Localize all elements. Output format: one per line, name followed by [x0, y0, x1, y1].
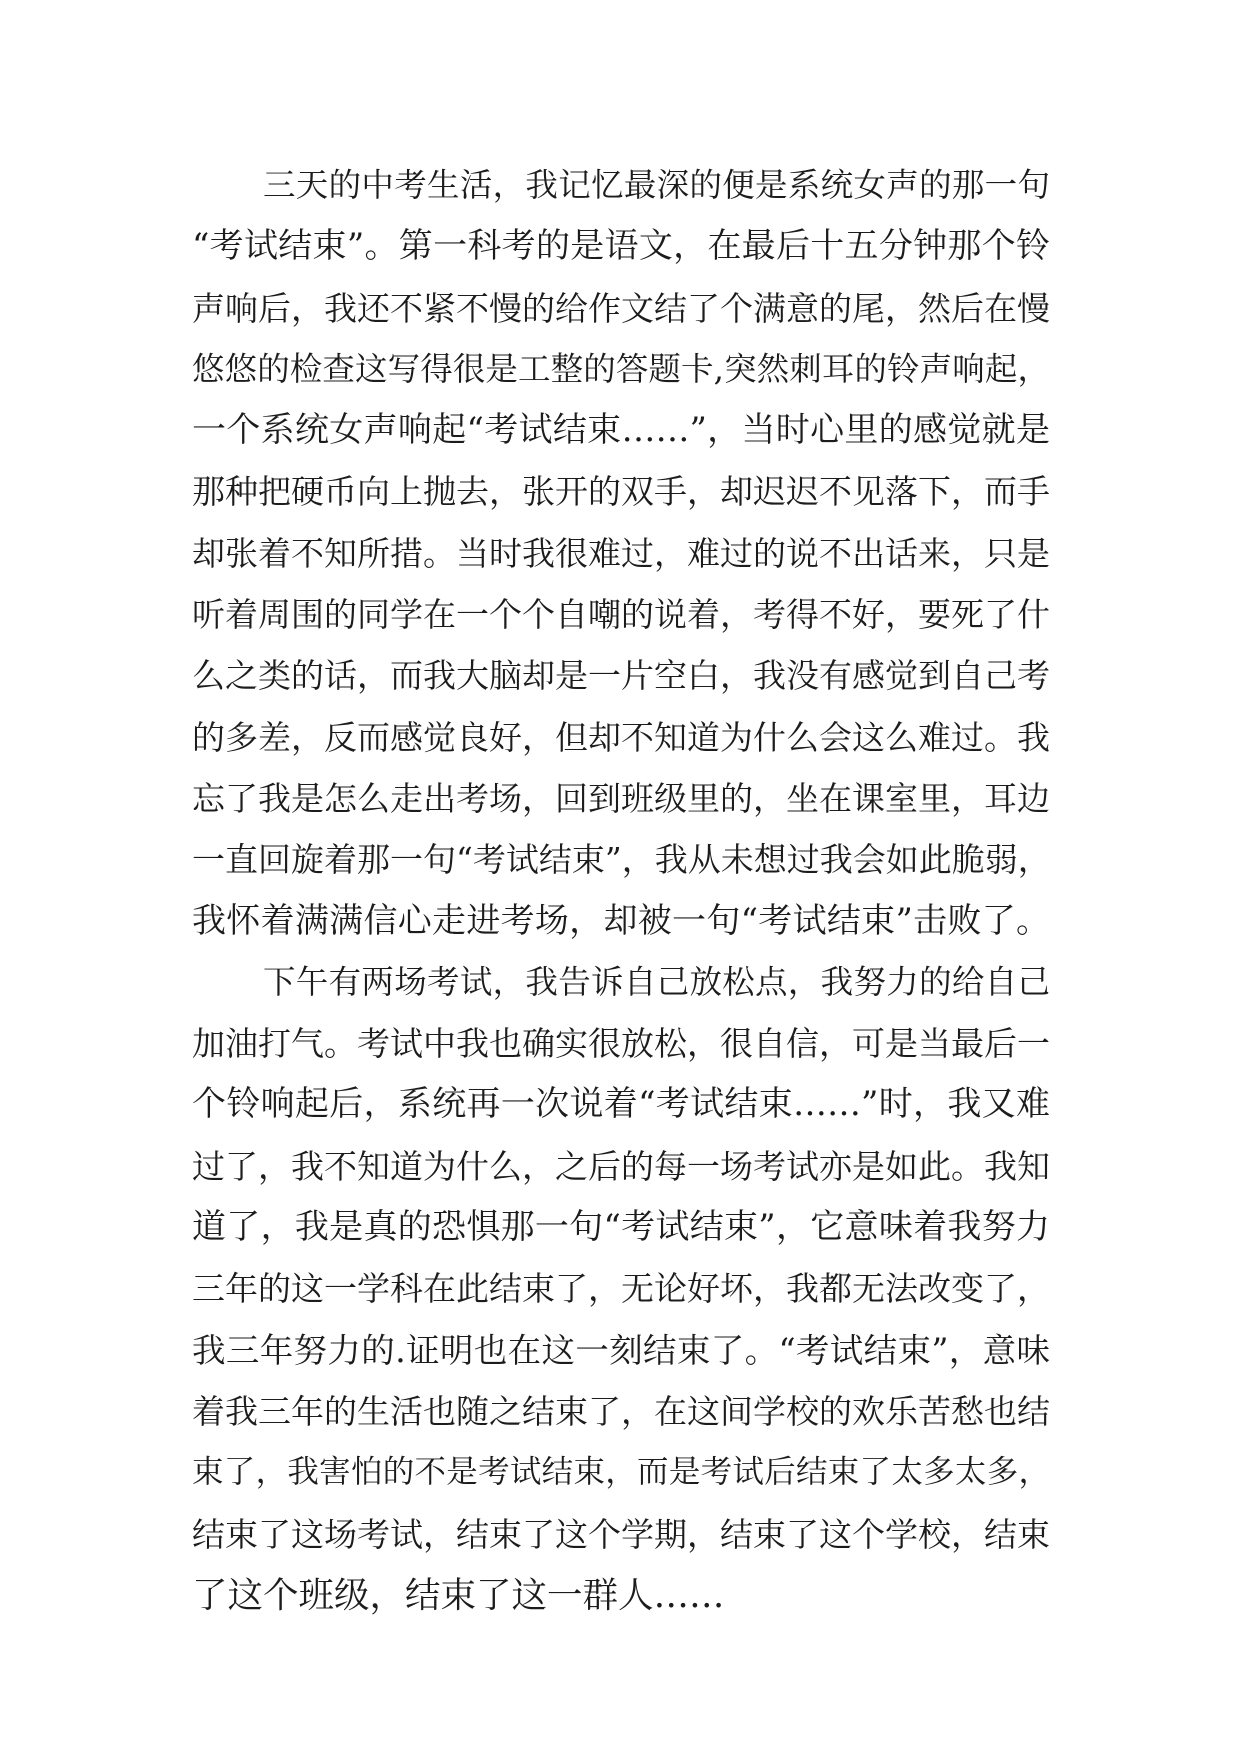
- paragraph-line: 么之类的话，而我大脑却是一片空白，我没有感觉到自己考: [192, 656, 1050, 696]
- paragraph-line: 三天的中考生活，我记忆最深的便是系统女声的那一句: [263, 166, 1050, 204]
- paragraph-line: 悠悠的检查这写得很是工整的答题卡,突然刺耳的铃声响起，: [192, 349, 1050, 388]
- paragraph-2: [192, 952, 1050, 1626]
- paragraph-line: 过了，我不知道为什么，之后的每一场考试亦是如此。我知: [192, 1146, 1050, 1186]
- paragraph-line: 结束了这场考试，结束了这个学期，结束了这个学校，结束: [192, 1514, 1050, 1554]
- paragraph-line: “考试结束”。第一科考的是语文，在最后十五分钟那个铃: [192, 226, 1050, 267]
- paragraph-line: 那种把硬币向上抛去，张开的双手，却迟迟不见落下，而手: [192, 472, 1050, 512]
- paragraph-line: 一直回旋着那一句“考试结束”，我从未想过我会如此脆弱，: [192, 840, 1051, 880]
- paragraph-line: 我怀着满满信心走进考场，却被一句“考试结束”击败了。: [192, 900, 1050, 941]
- paragraph-line: 的多差，反而感觉良好，但却不知道为什么会这么难过。我: [192, 717, 1050, 757]
- document-body: [192, 155, 1050, 1626]
- paragraph-line: 却张着不知所措。当时我很难过，难过的说不出话来，只是: [192, 533, 1050, 573]
- paragraph-line: 加油打气。考试中我也确实很放松，很自信，可是当最后一: [192, 1024, 1050, 1064]
- paragraph-line: 道了，我是真的恐惧那一句“考试结束”，它意味着我努力: [192, 1207, 1050, 1248]
- paragraph-line: 个铃响起后，系统再一次说着“考试结束……”时，我又难: [192, 1084, 1050, 1125]
- paragraph-line: 下午有两场考试，我告诉自己放松点，我努力的给自己: [263, 962, 1050, 1001]
- paragraph-line: 着我三年的生活也随之结束了，在这间学校的欢乐苦愁也结: [192, 1391, 1050, 1431]
- paragraph-line: 我三年努力的.证明也在这一刻结束了。“考试结束”，意味: [192, 1330, 1050, 1370]
- paragraph-line: 一个系统女声响起“考试结束……”，当时心里的感觉就是: [192, 410, 1050, 451]
- paragraph-line: 三年的这一学科在此结束了，无论好坏，我都无法改变了，: [192, 1269, 1050, 1309]
- paragraph-line: 了这个班级，结束了这一群人……: [192, 1574, 725, 1616]
- paragraph-line: 束了，我害怕的不是考试结束，而是考试后结束了太多太多，: [192, 1454, 1050, 1491]
- paragraph-line: 忘了我是怎么走出考场，回到班级里的，坐在课室里，耳边: [192, 778, 1050, 818]
- paragraph-1: [192, 155, 1050, 952]
- paragraph-line: 听着周围的同学在一个个自嘲的说着，考得不好，要死了什: [192, 595, 1050, 635]
- paragraph-line: 声响后，我还不紧不慢的给作文结了个满意的尾，然后在慢: [192, 288, 1050, 328]
